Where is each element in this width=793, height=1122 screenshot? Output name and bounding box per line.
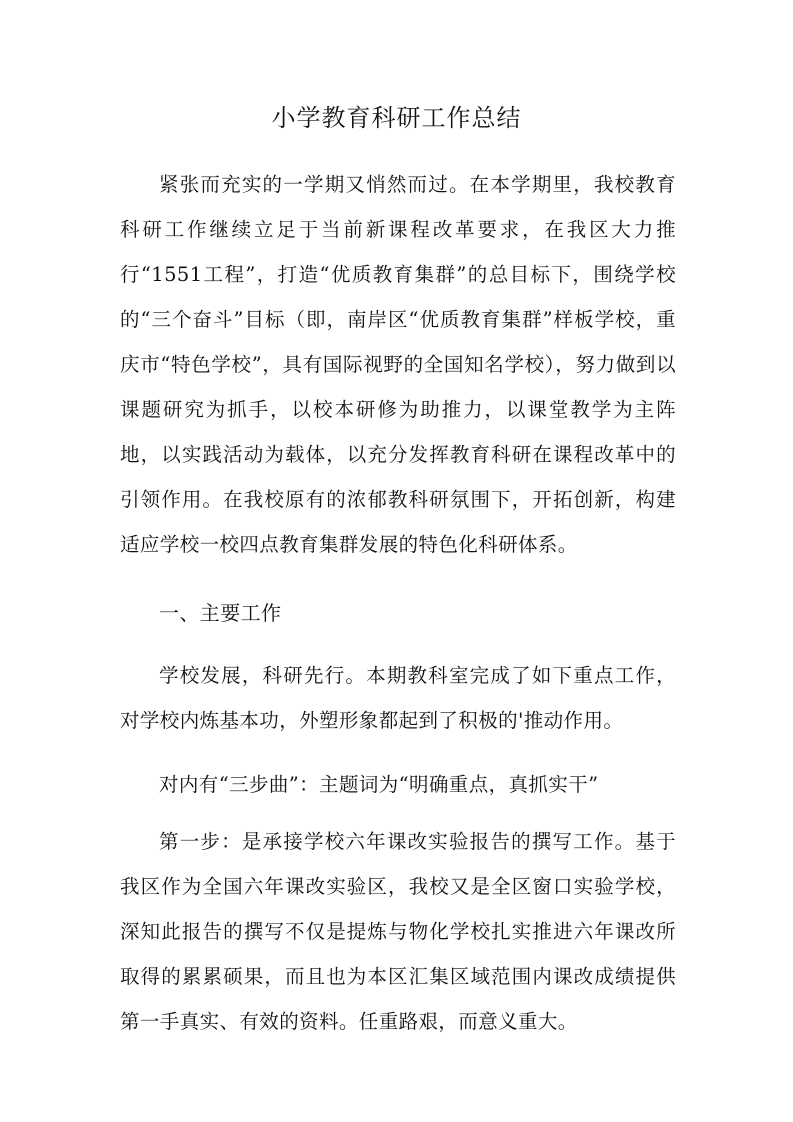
development-paragraph: 学校发展，科研先行。本期教科室完成了如下重点工作，对学校内炼基本功，外塑形象都起到了积极的'推动作用。 (120, 664, 676, 732)
section-heading: 一、主要工作 (159, 601, 282, 625)
three-steps-paragraph: 对内有“三步曲”：主题词为“明确重点，真抓实干” (159, 773, 599, 796)
intro-paragraph: 紧张而充实的一学期又悄然而过。在本学期里，我校教育科研工作继续立足于当前新课程改革要求，在我区大力推行“1551工程”，打造“优质教育集群”的总目标下，围绕学校的“三个奋斗”目标（即，南岸区“优质教育集群”样板学校，重庆市“特色学校”，具有国际视野的全国知名学校），努力做到以课题研究为抓手，以校本研修为助推力，以课堂教学为主阵地，以实践活动为载体，以充分发挥教育科研在课程改革中的引领作用。在我校原有的浓郁教科研氛围下，开拓创新，构建适应学校一校四点教育集群发展的特色化科研体系。 (120, 173, 676, 556)
document-title: 小学教育科研工作总结 (271, 104, 522, 132)
step-one-paragraph: 第一步：是承接学校六年课改实验报告的撰写工作。基于我区作为全国六年课改实验区，我校又是全区窗口实验学校，深知此报告的撰写不仅是提炼与物化学校扎实推进六年课改所取得的累累硕果，而且也为本区汇集区域范围内课改成绩提供第一手真实、有效的资料。任重路艰，而意义重大。 (120, 830, 676, 1033)
